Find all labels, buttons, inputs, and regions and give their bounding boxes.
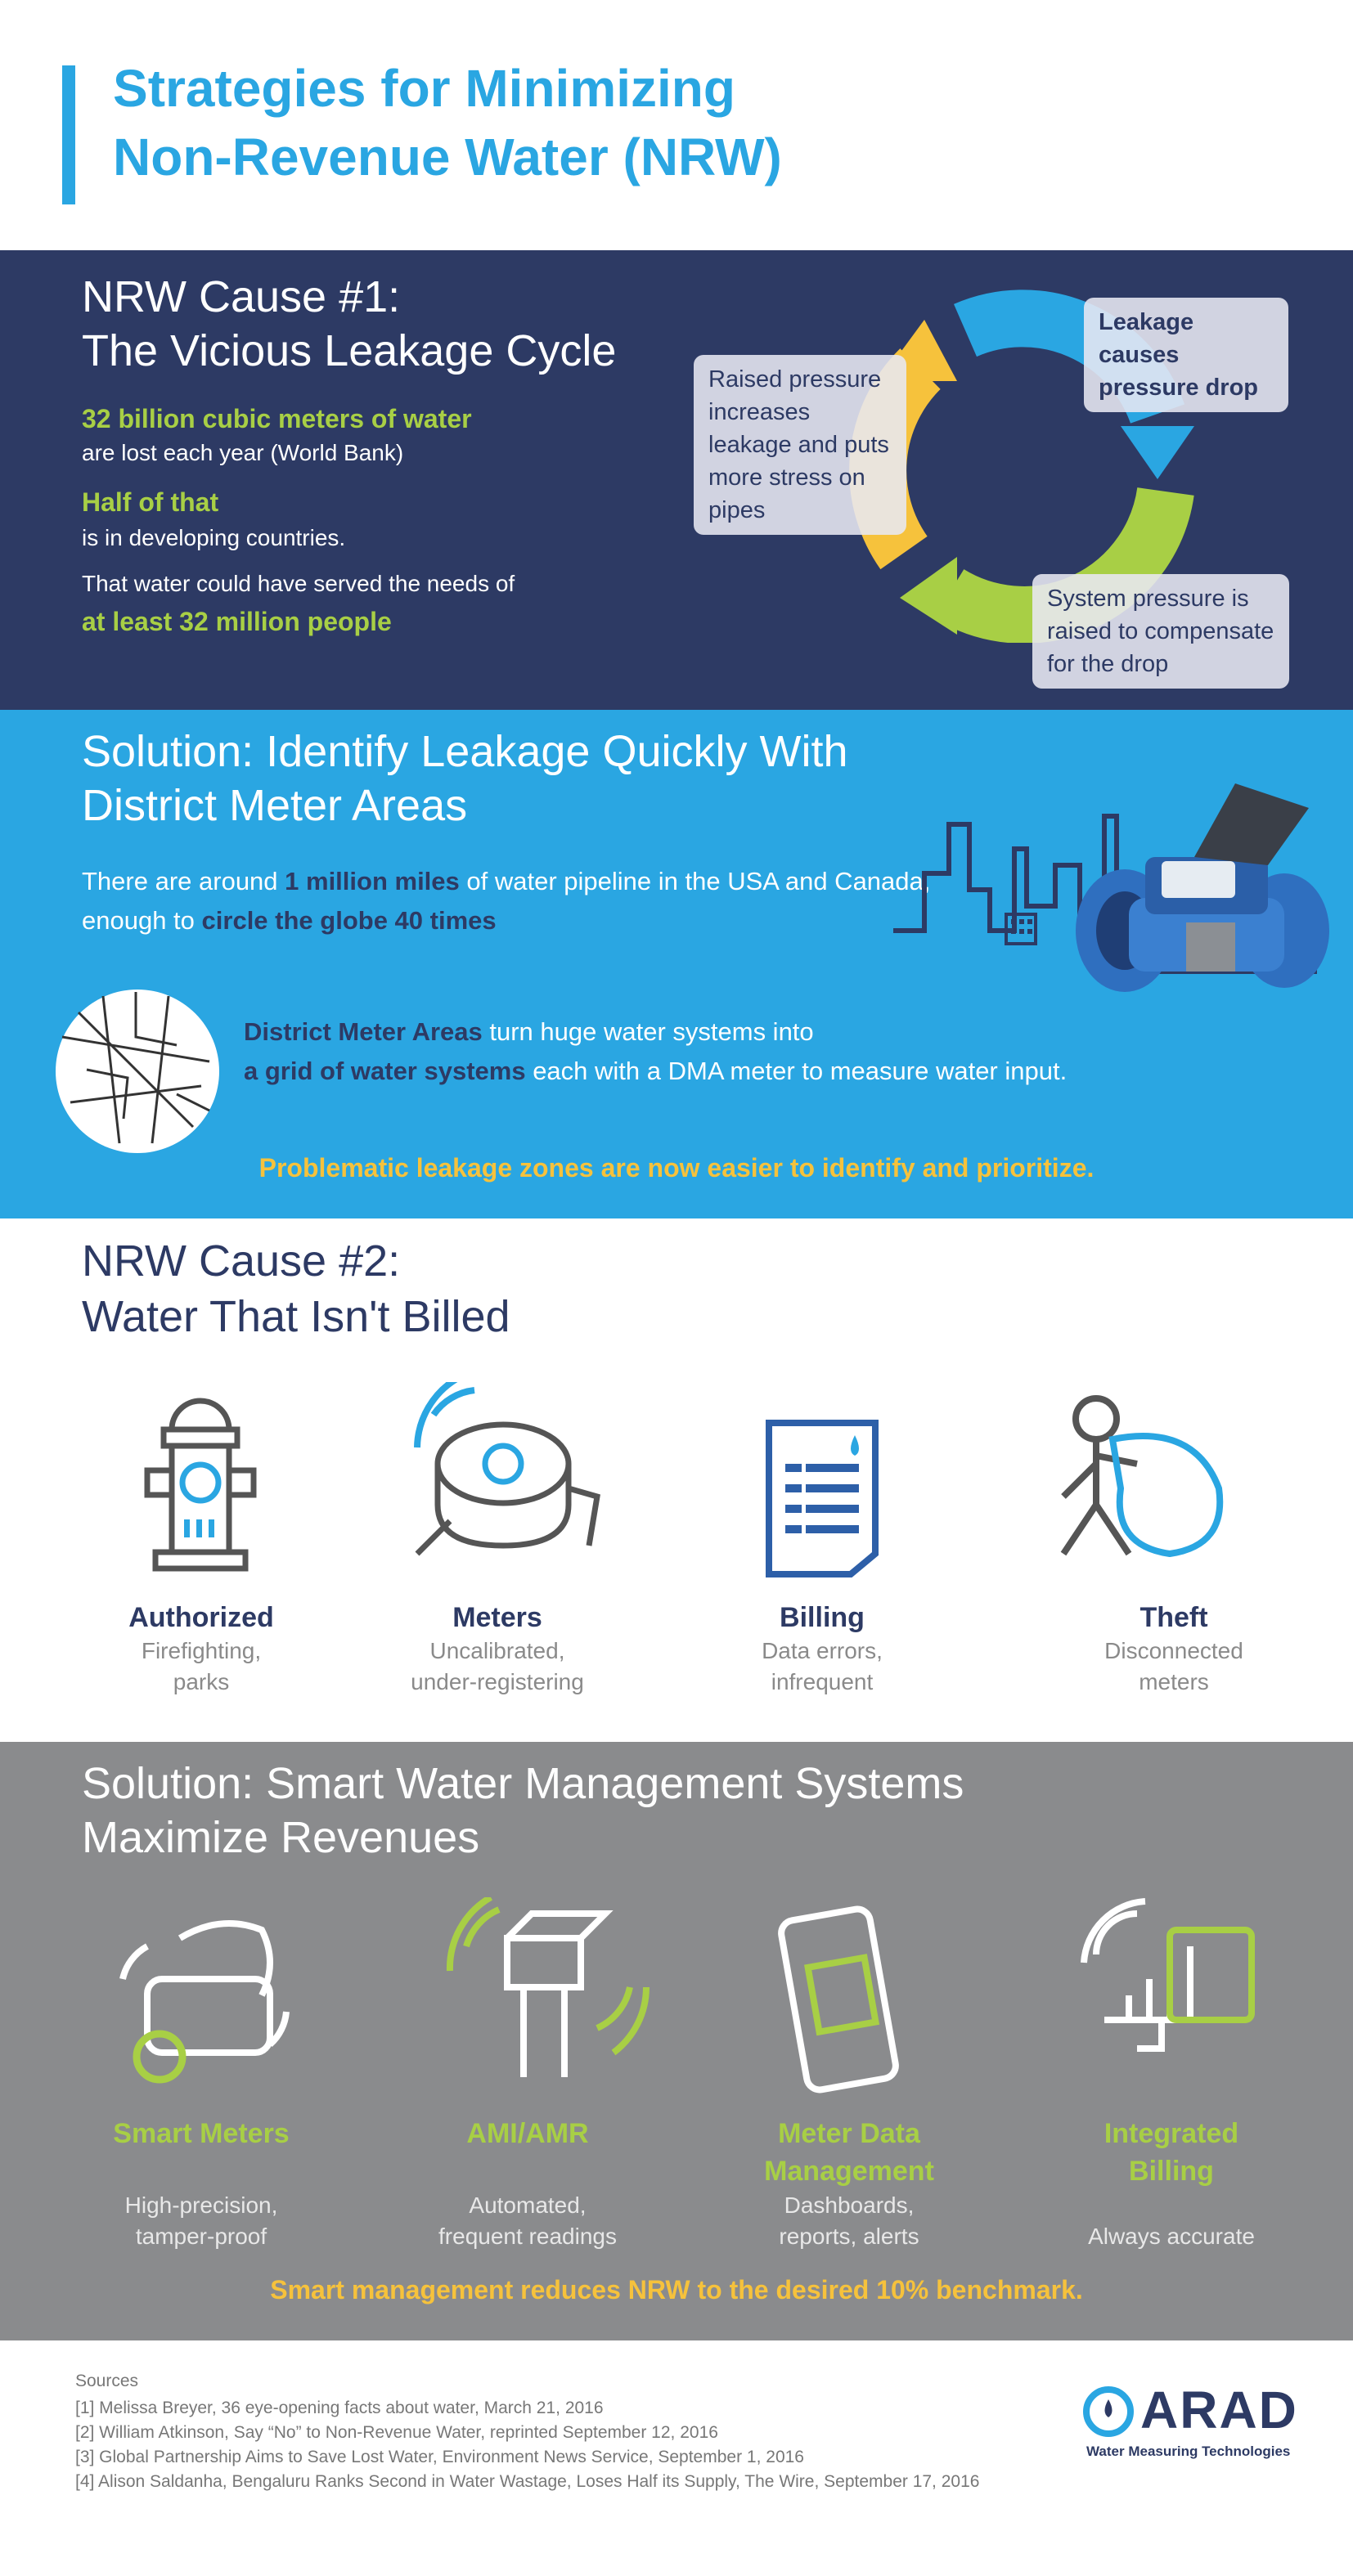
- dma-highlight: Problematic leakage zones are now easier to identify and prioritize.: [258, 1153, 1095, 1183]
- cause-billing-label: Billing: [780, 1602, 865, 1633]
- solution-integrated-billing-label2: Billing: [1129, 2156, 1214, 2187]
- solution-integrated-billing: [1032, 2115, 1310, 2252]
- cause-authorized: [79, 1600, 324, 1698]
- source-item: [1] Melissa Breyer, 36 eye-opening facts about water, March 21, 2016: [75, 2399, 604, 2417]
- cycle-arrowhead-blue: [1121, 426, 1194, 479]
- solution-ami-amr-sub2: frequent readings: [438, 2224, 617, 2249]
- callout-compensate: System pressure is raised to compensate for the drop: [1032, 574, 1289, 689]
- solution-smart-meters-sub1: High-precision,: [124, 2192, 278, 2218]
- cause2-title: [82, 1233, 510, 1344]
- pipeline-fact-text: enough to: [82, 906, 202, 935]
- solution-ami-amr: [389, 2115, 667, 2252]
- source-item: [2] William Atkinson, Say “No” to Non-Revenue Water, reprinted September 12, 2016: [75, 2423, 718, 2442]
- cause-billing-sub2: infrequent: [771, 1669, 874, 1694]
- cause-authorized-label: Authorized: [128, 1602, 274, 1633]
- cause-authorized-sub1: Firefighting,: [141, 1638, 262, 1663]
- solution-meter-data-sub2: reports, alerts: [779, 2224, 919, 2249]
- solution-meter-data: [710, 2115, 988, 2252]
- cause-meters: [375, 1600, 620, 1698]
- source-item: [3] Global Partnership Aims to Save Lost Water, Environment News Service, September 1, 2016: [75, 2448, 804, 2466]
- arad-tagline: Water Measuring Technologies: [1086, 2444, 1291, 2459]
- callout-pressure-drop: Leakage causes pressure drop: [1084, 298, 1288, 412]
- cause1-section: [0, 250, 1353, 710]
- cause-theft-label: Theft: [1139, 1602, 1208, 1633]
- theft-icon: [1047, 1390, 1235, 1586]
- solution-ami-amr-label: AMI/AMR: [466, 2118, 589, 2149]
- billing-document-icon: [761, 1415, 892, 1578]
- pipeline-miles: 1 million miles: [285, 867, 460, 895]
- pipeline-fact-text: of water pipeline in the USA and Canada,: [459, 867, 931, 895]
- solution-smart-meters-label: Smart Meters: [113, 2118, 290, 2149]
- cause-meters-sub1: Uncalibrated,: [429, 1638, 565, 1663]
- dma-text: turn huge water systems into: [482, 1017, 814, 1046]
- cause-billing: [699, 1600, 945, 1698]
- page-title-line1: Strategies for Minimizing: [113, 59, 735, 118]
- stat-half: Half of that: [82, 487, 219, 517]
- solution-meter-data-label2: Management: [764, 2156, 934, 2187]
- stat-lost-water: 32 billion cubic meters of water: [82, 404, 472, 433]
- water-meter-icon: [401, 1382, 605, 1578]
- stat-half-sub: is in developing countries.: [82, 525, 346, 550]
- dma-grid: a grid of water systems: [244, 1057, 526, 1085]
- cause2-title-line2: Water That Isn't Billed: [82, 1292, 510, 1341]
- sources-heading: Sources: [75, 2372, 139, 2390]
- dma-term: District Meter Areas: [244, 1017, 483, 1046]
- dma-text: each with a DMA meter to measure water input.: [525, 1057, 1068, 1085]
- solution-smart-meters: [62, 2115, 340, 2252]
- pipeline-fact: [82, 862, 933, 940]
- cause1-title: [82, 270, 616, 378]
- stat-people-pre: That water could have served the needs of: [82, 571, 515, 596]
- solution-ami-amr-sub1: Automated,: [469, 2192, 587, 2218]
- cause-theft: [1051, 1600, 1297, 1698]
- arad-logo: [1081, 2381, 1327, 2471]
- cause1-title-line1: NRW Cause #1:: [82, 272, 401, 321]
- solution-smart-meters-sub2: tamper-proof: [135, 2224, 267, 2249]
- cause-billing-sub1: Data errors,: [762, 1638, 883, 1663]
- cause1-title-line2: The Vicious Leakage Cycle: [82, 326, 617, 375]
- dma-description: [244, 1012, 1291, 1091]
- solution1-title-line1: Solution: Identify Leakage Quickly With: [82, 727, 848, 776]
- solution-integrated-billing-label1: Integrated: [1104, 2118, 1239, 2149]
- solution-meter-data-sub1: Dashboards,: [784, 2192, 915, 2218]
- solution1-section: [0, 710, 1353, 1218]
- cause-theft-sub1: Disconnected: [1104, 1638, 1243, 1663]
- callout-raised-pressure: Raised pressure increases leakage and puts more stress on pipes: [694, 355, 906, 535]
- fire-hydrant-icon: [131, 1380, 270, 1577]
- stat-people: at least 32 million people: [82, 607, 392, 636]
- cause-authorized-sub2: parks: [173, 1669, 230, 1694]
- title-accent-bar: [62, 65, 75, 204]
- stat-lost-water-sub: are lost each year (World Bank): [82, 440, 404, 465]
- smart-meter-icon: [115, 1905, 303, 2094]
- dma-water-meter-image: [1072, 775, 1333, 996]
- solution1-title-line2: District Meter Areas: [82, 781, 468, 830]
- integrated-billing-icon: [1080, 1897, 1260, 2085]
- mobile-dashboard-icon: [769, 1905, 908, 2102]
- arad-brand-name: ARAD: [1140, 2381, 1298, 2439]
- cause2-title-line1: NRW Cause #2:: [82, 1236, 401, 1286]
- cause-meters-sub2: under-registering: [411, 1669, 584, 1694]
- pipeline-fact-text: There are around: [82, 867, 285, 895]
- solution2-section: [0, 1742, 1353, 2340]
- source-item: [4] Alison Saldanha, Bengaluru Ranks Second in Water Wastage, Loses Half its Supply, The Wire, September 17, 2016: [75, 2472, 980, 2491]
- sources-list: [75, 2396, 1041, 2494]
- cause-theft-sub2: meters: [1139, 1669, 1209, 1694]
- district-map-icon: [54, 988, 221, 1155]
- ami-amr-icon: [434, 1897, 654, 2094]
- arad-logo-icon: [1081, 2385, 1135, 2439]
- solution1-title: [82, 725, 847, 832]
- solution2-title-line1: Solution: Smart Water Management Systems: [82, 1759, 964, 1808]
- solution2-title-line2: Maximize Revenues: [82, 1813, 480, 1862]
- page-title: [113, 54, 1176, 191]
- pipeline-globe: circle the globe 40 times: [201, 906, 497, 935]
- solution-integrated-billing-sub: Always accurate: [1088, 2224, 1255, 2249]
- cycle-arrowhead-green: [900, 557, 957, 635]
- page-title-line2: Non-Revenue Water (NRW): [113, 128, 782, 186]
- solution-meter-data-label1: Meter Data: [778, 2118, 920, 2149]
- solution2-title: [82, 1757, 964, 1865]
- cause-meters-label: Meters: [452, 1602, 542, 1633]
- smart-management-highlight: Smart management reduces NRW to the desired 10% benchmark.: [270, 2275, 1083, 2304]
